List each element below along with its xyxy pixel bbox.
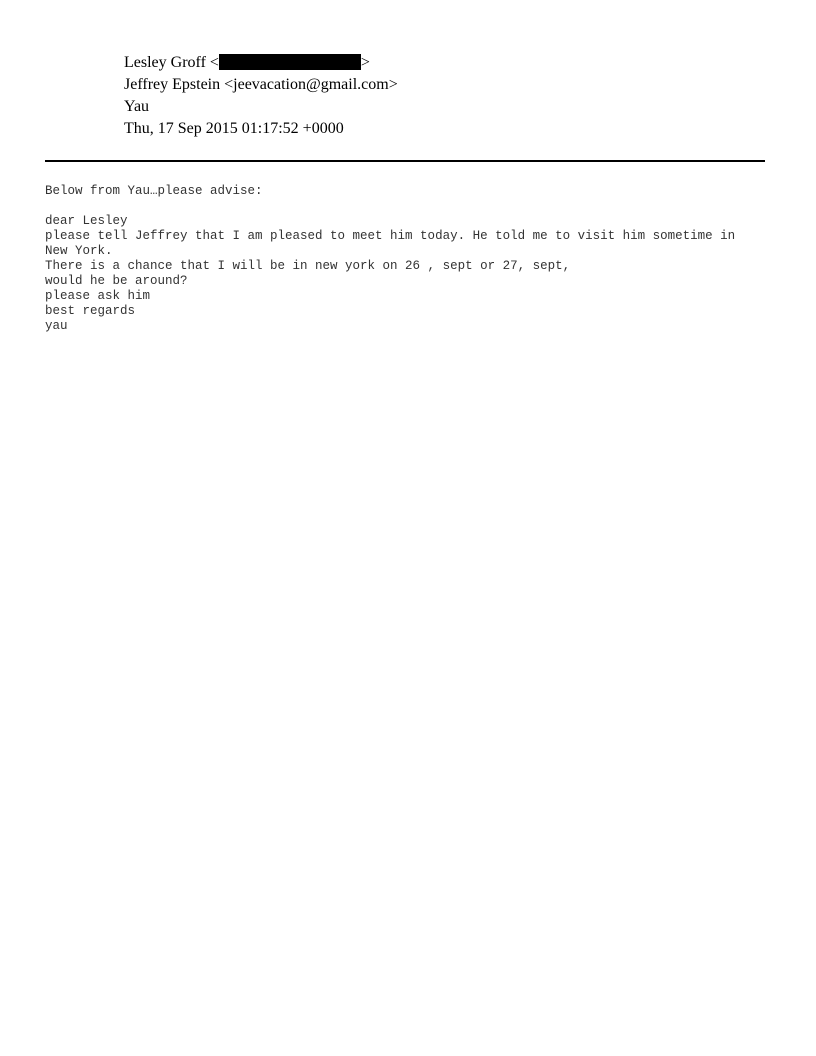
redaction-box (219, 54, 361, 70)
body-line: please tell Jeffrey that I am pleased to meet him today. He told me to visit him sometime in (45, 229, 736, 243)
body-line: would he be around? (45, 274, 188, 288)
body-line: yau (45, 319, 68, 333)
body-line: dear Lesley (45, 214, 128, 228)
from-name: Lesley Groff < (124, 54, 219, 71)
body-line: please ask him (45, 289, 151, 303)
body-line (45, 199, 775, 214)
from-close: > (360, 54, 370, 71)
body-line: There is a chance that I will be in new york on 26 , sept or 27, sept, (45, 259, 571, 273)
to-value: Jeffrey Epstein <jeevacation@gmail.com> (124, 76, 398, 93)
header-divider (45, 160, 765, 162)
body-line: best regards (45, 304, 136, 318)
body-line: Below from Yau…please advise: (45, 184, 263, 198)
body-line: New York. (45, 244, 113, 258)
email-body (45, 184, 775, 334)
date-value: Thu, 17 Sep 2015 01:17:52 +0000 (124, 120, 344, 137)
from-value (124, 52, 370, 74)
subject-value: Yau (124, 98, 150, 115)
